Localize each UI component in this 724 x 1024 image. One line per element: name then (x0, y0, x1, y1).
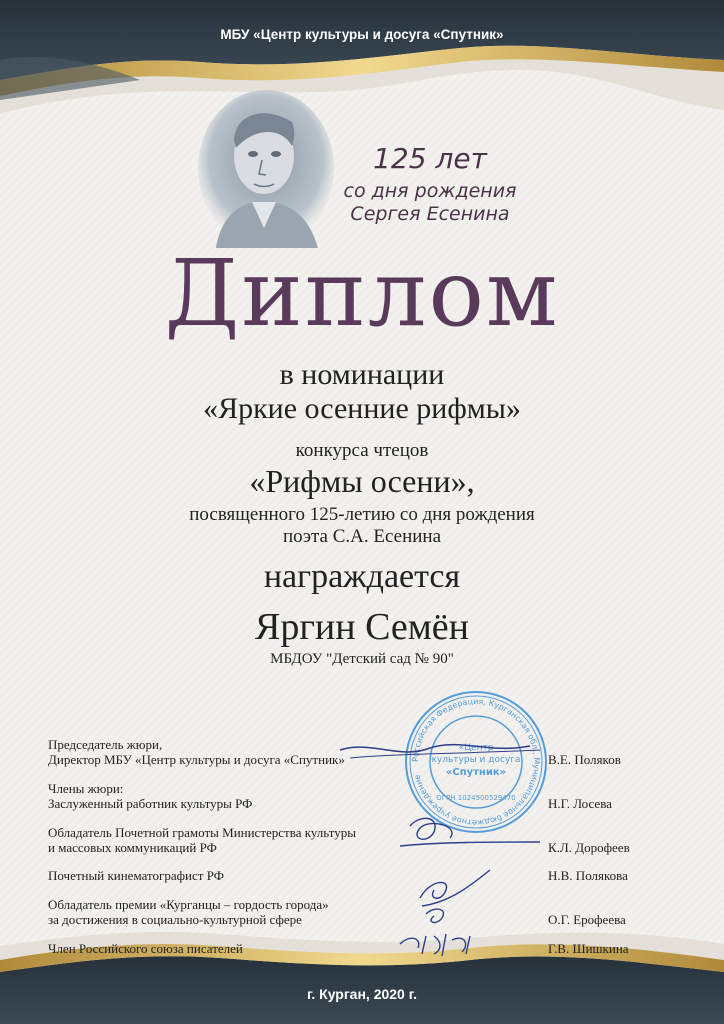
jury-name-4: Н.В. Полякова (548, 868, 628, 883)
jury-role-5: Обладатель премии «Курганцы – гордость города» за достижения в социально-культурной сфере (48, 897, 329, 927)
nomination-name: «Яркие осенние рифмы» (203, 392, 521, 425)
seal-center-line-1: «Центр (458, 743, 494, 753)
jury-role-2: Члены жюри: Заслуженный работник культуры РФ (48, 781, 253, 811)
seal-bottom-text: ОГРН 1024500529470 (436, 794, 516, 802)
awarded-label: награждается (263, 558, 461, 595)
jury-role-4: Почетный кинематографист РФ (48, 868, 224, 883)
jury-name-3: К.Л. Дорофеев (548, 840, 630, 855)
contest-description-line-1: посвященного 125-летию со дня рождения (189, 504, 535, 525)
contest-name: «Рифмы осени», (249, 463, 475, 499)
nomination-label: в номинации (279, 358, 445, 391)
jury-role-6: Член Российского союза писателей (48, 941, 243, 956)
recipient-name: Яргин Семён (254, 606, 470, 648)
anniversary-line-1: 125 лет (373, 142, 487, 175)
jury-role-1: Председатель жюри, Директор МБУ «Центр культуры и досуга «Спутник» (48, 737, 345, 767)
jury-role-3: Обладатель Почетной грамоты Министерства культуры и массовых коммуникаций РФ (48, 825, 356, 855)
seal-center-line-3: «Спутник» (445, 767, 507, 778)
jury-name-1: В.Е. Поляков (548, 752, 621, 767)
footer-city-year: г. Курган, 2020 г. (306, 986, 418, 1002)
jury-name-6: Г.В. Шишкина (548, 941, 629, 956)
jury-name-5: О.Г. Ерофеева (548, 912, 626, 927)
seal-center-line-2: культуры и досуга (431, 755, 521, 765)
jury-name-2: Н.Г. Лосева (548, 796, 612, 811)
diploma-title: Диплом (164, 240, 560, 347)
contest-label: конкурса чтецов (295, 440, 429, 461)
header-organization: МБУ «Центр культуры и досуга «Спутник» (220, 27, 504, 42)
anniversary-line-2: со дня рождения (343, 180, 517, 202)
contest-description-line-2: поэта С.А. Есенина (282, 526, 442, 547)
recipient-organization: МБДОУ "Детский сад № 90" (270, 651, 454, 667)
seal-outer-text: Российская Федерация, Курганская обл., Муниципальное бюджетное учреждение (410, 696, 542, 828)
anniversary-line-3: Сергея Есенина (350, 203, 510, 225)
